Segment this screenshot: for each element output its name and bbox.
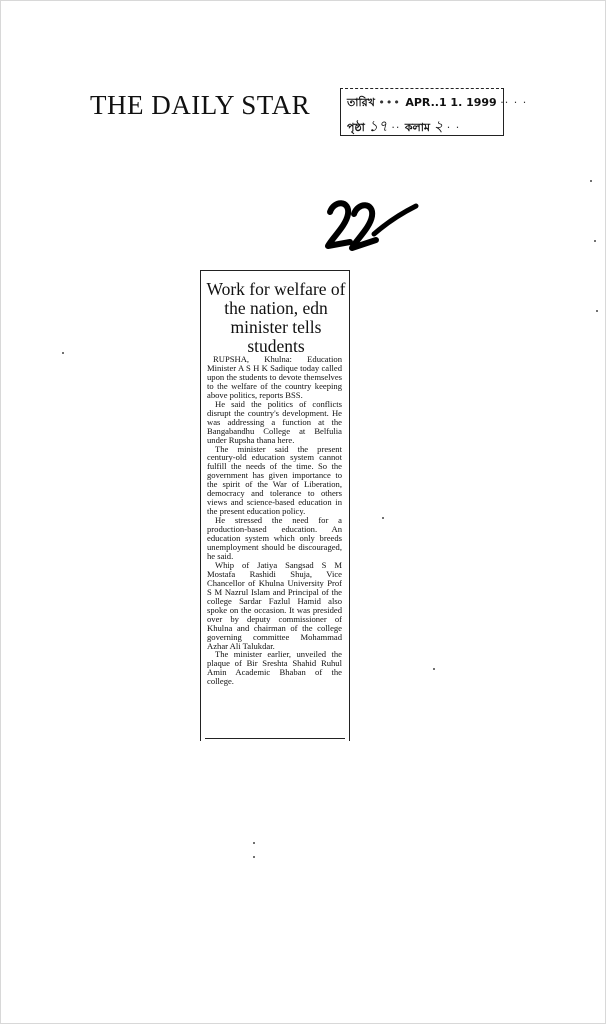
stamp-date-row: তারিখ ••• APR..1 1. 1999 ·· · · — [347, 96, 528, 109]
stamp-date-value: APR..1 1. 1999 — [405, 96, 497, 109]
scan-speck — [433, 668, 435, 670]
handwritten-mark — [320, 190, 420, 260]
stamp-column-value: ২ — [433, 117, 444, 135]
stamp-column-label: কলাম — [404, 121, 431, 134]
article-paragraph: The minister said the present century-old education system cannot fulfill the needs of the time. So the government has given importance to the spirit of the War of Liberation, democracy and tolerance to others views and science-based education in the present education policy. — [207, 443, 342, 517]
scan-speck — [594, 240, 596, 242]
stamp-page-value: ১৭ — [368, 117, 388, 135]
article-headline: Work for welfare of the nation, edn minister tells students — [206, 279, 346, 356]
stamp-page-row: পৃষ্ঠা ১৭ ·· কলাম ২ · · — [347, 117, 461, 135]
scan-speck — [590, 180, 592, 182]
stamp-page-label: পৃষ্ঠা — [347, 121, 365, 134]
article-paragraph: He stressed the need for a production-based education. An education system which only breeds unemployment should be discouraged, he said. — [207, 515, 342, 561]
article-paragraph: RUPSHA, Khulna: Education Minister A S H K Sadique today called upon the students to devote themselves to the welfare of the country keeping above politics, reports BSS. — [207, 354, 342, 400]
scan-speck — [253, 856, 255, 858]
newspaper-masthead: THE DAILY STAR — [90, 90, 311, 120]
scan-speck — [62, 352, 64, 354]
article-paragraph: The minister earlier, unveiled the plaque of Bir Sreshta Shahid Ruhul Amin Academic Bhaban of the college. — [207, 649, 342, 687]
scan-speck — [253, 842, 255, 844]
article-body — [207, 355, 342, 686]
stamp-date-label: তারিখ — [347, 96, 375, 109]
clipping-bottom-edge — [205, 738, 345, 739]
article-paragraph: He said the politics of conflicts disrupt the country's development. He was addressing a function at the Bangabandhu College at Belfulia under Rupsha thana here. — [207, 398, 342, 445]
article-paragraph: Whip of Jatiya Sangsad S M Mostafa Rashidi Shuja, Vice Chancellor of Khulna University Prof S M Nazrul Islam and Principal of the college Sardar Fazlul Hamid also spoke on the occasion. It was presided over by deputy commissioner of Khulna and chairman of the college governing committee Mohammad Azhar Ali Talukdar. — [207, 559, 342, 651]
scan-speck — [382, 517, 384, 519]
archive-stamp — [340, 88, 528, 136]
scan-speck — [596, 310, 598, 312]
